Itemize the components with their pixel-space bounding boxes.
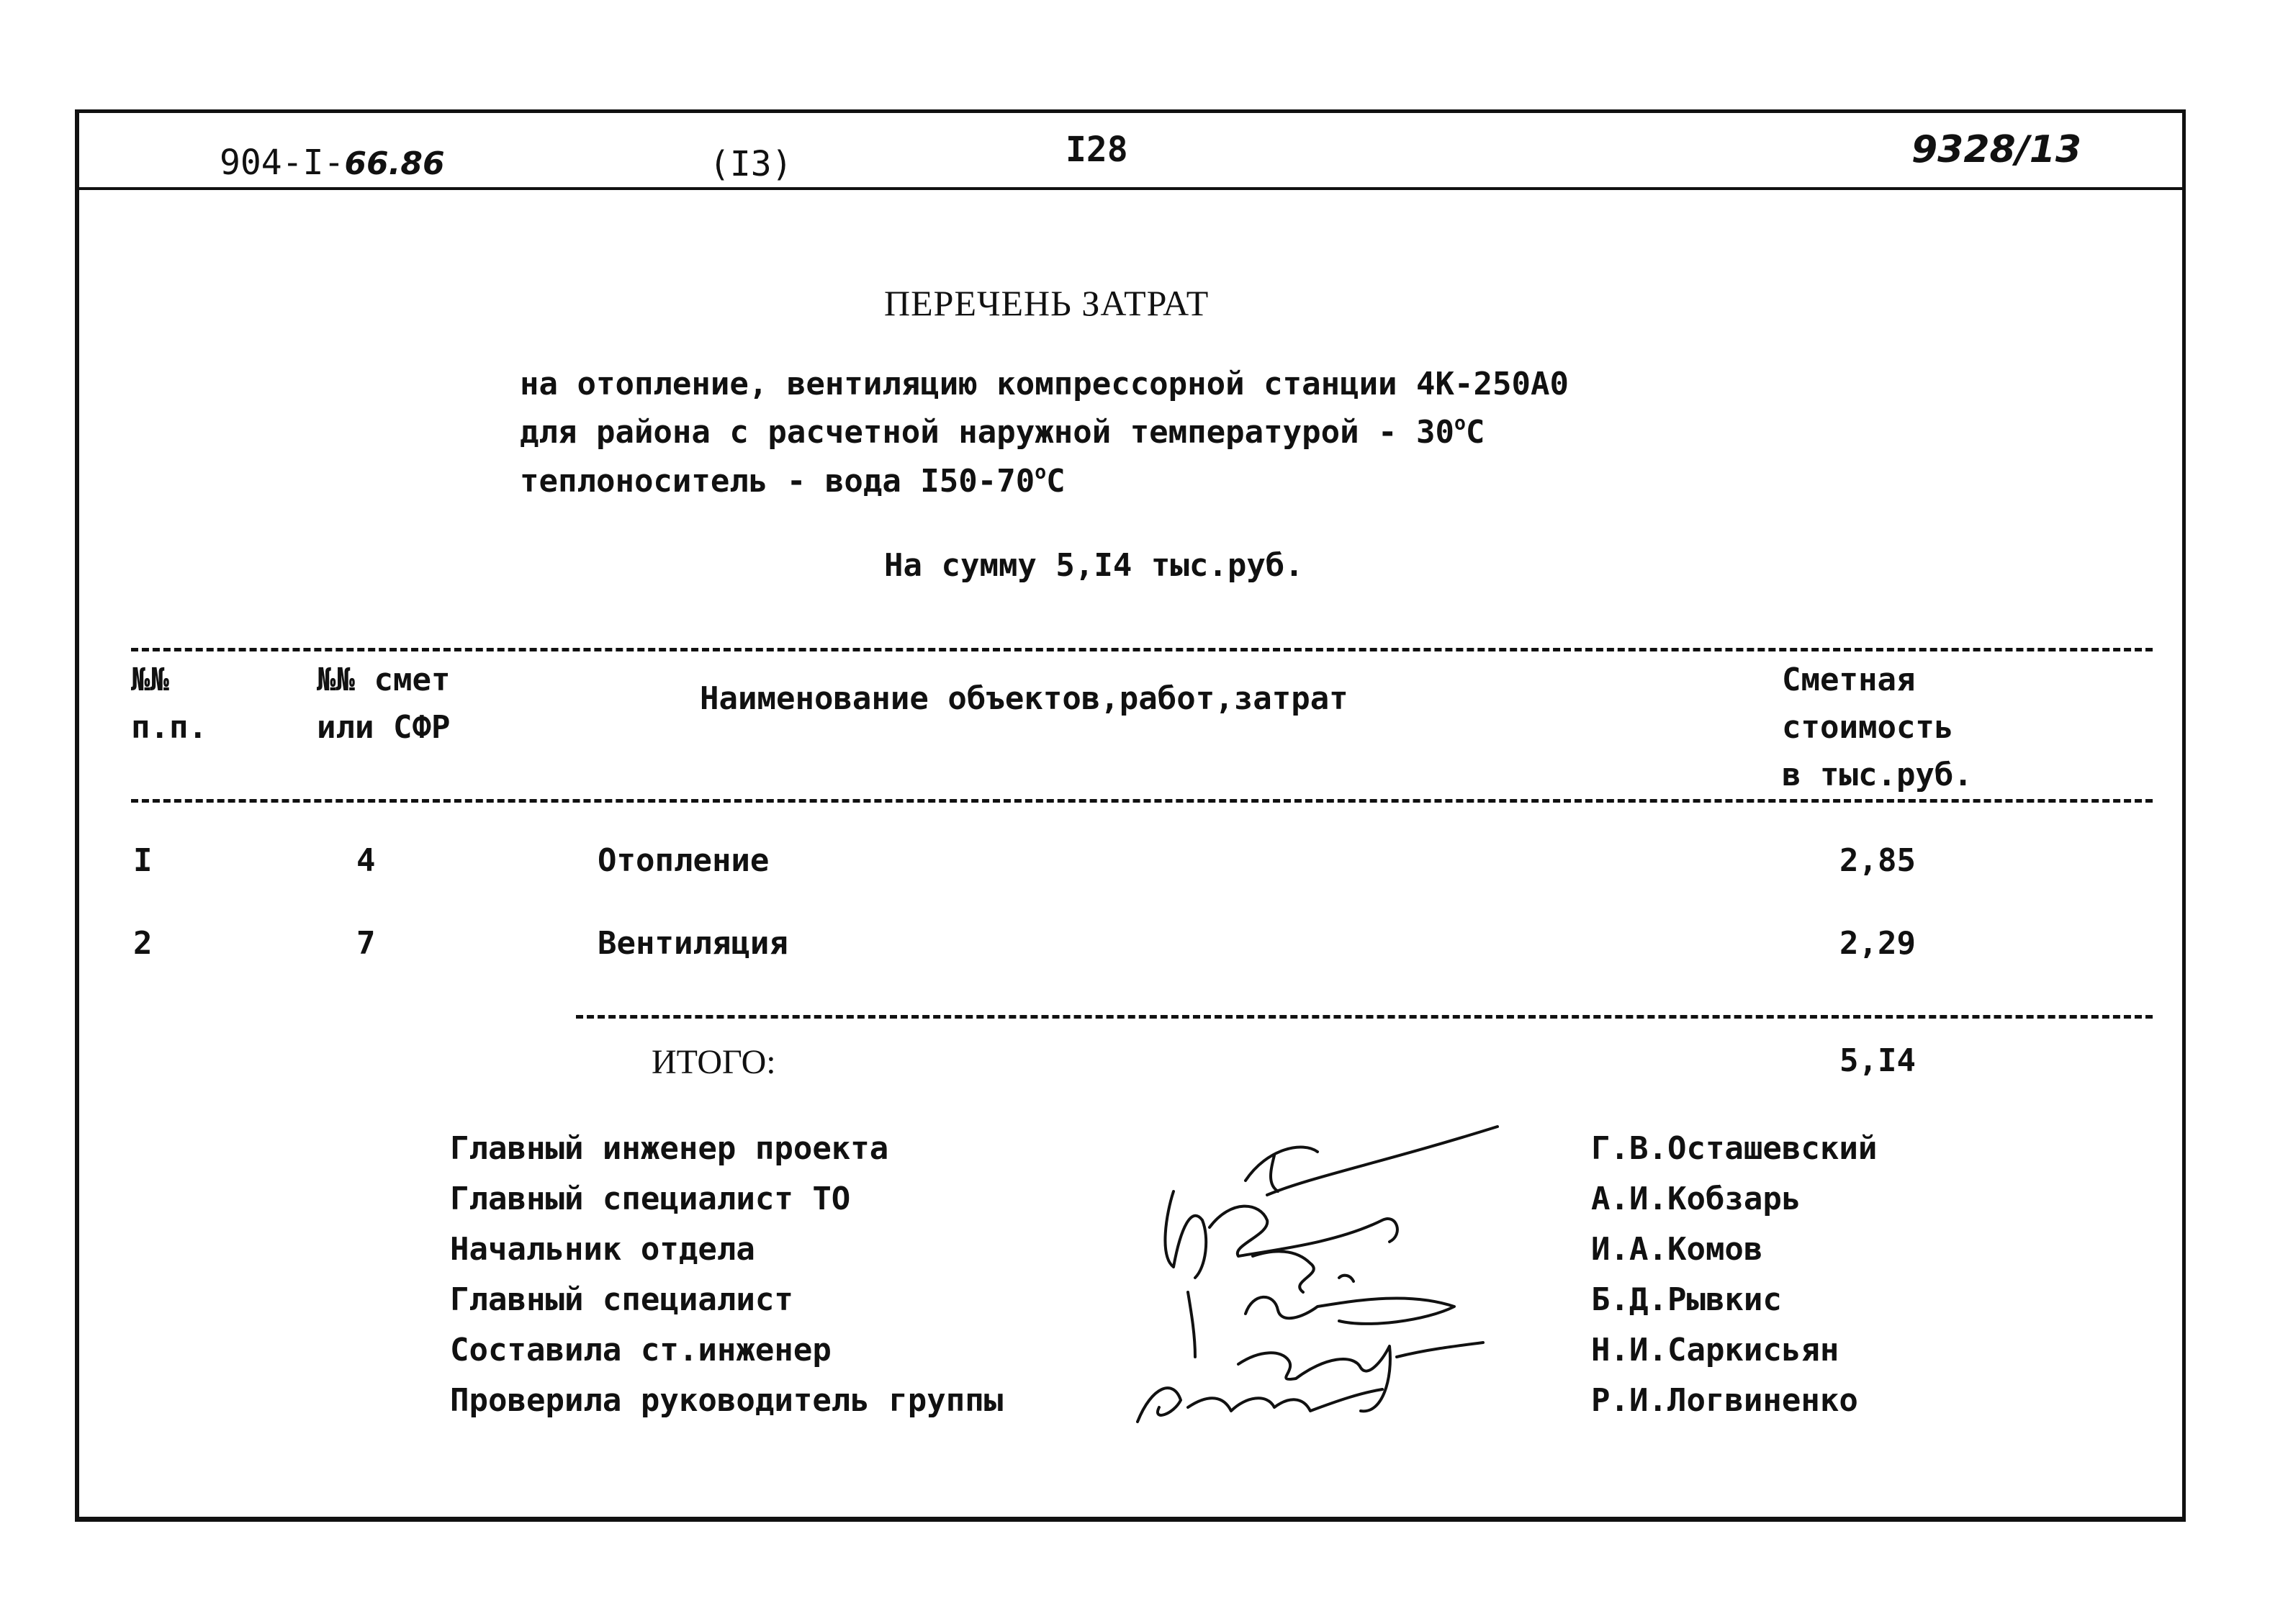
total-label: ИТОГО:: [652, 1043, 776, 1081]
page-number: I28: [1066, 130, 1128, 170]
total-value: 5,I4: [1839, 1042, 1916, 1079]
signatory-name-5: Н.И.Саркисьян: [1591, 1332, 1839, 1368]
subtitle-line-3: [520, 463, 1066, 500]
row-2-name: Вентиляция: [598, 925, 788, 962]
signatory-role-1: Главный инженер проекта: [450, 1130, 889, 1167]
header-name: Наименование объектов,работ,затрат: [700, 680, 1348, 717]
sheet-reference: 9328/13: [1911, 128, 2082, 171]
subtitle-line-1: на отопление, вентиляцию компрессорной станции 4К-250А0: [520, 366, 1569, 402]
page-title: ПЕРЕЧЕНЬ ЗАТРАТ: [884, 283, 1210, 323]
header-cost: Сметная стоимость в тыс.руб.: [1782, 662, 1973, 793]
subtitle-line-2-unit: С: [1465, 414, 1485, 451]
signatory-role-6: Проверила руководитель группы: [450, 1382, 1004, 1419]
doc-code-printed: 904-I-: [220, 143, 345, 183]
handwritten-signatures: [1123, 1112, 1526, 1429]
table-top-rule: [131, 648, 2153, 651]
signatory-name-4: Б.Д.Рывкис: [1591, 1281, 1782, 1318]
row-2-num: 2: [133, 925, 153, 962]
row-1-cost: 2,85: [1839, 842, 1916, 879]
table-header-rule: [131, 799, 2153, 803]
signatory-role-5: Составила ст.инженер: [450, 1332, 832, 1368]
signature-6: [1138, 1388, 1382, 1422]
row-2-cost: 2,29: [1839, 925, 1916, 962]
signatory-name-2: А.И.Кобзарь: [1591, 1181, 1801, 1217]
header-num: №№ п.п.: [131, 662, 207, 746]
signatory-role-2: Главный специалист ТО: [450, 1181, 851, 1217]
signature-4: [1246, 1297, 1454, 1324]
subtitle-line-3-unit: С: [1046, 463, 1066, 500]
row-1-name: Отопление: [598, 842, 770, 879]
signature-1: [1246, 1127, 1497, 1195]
row-1-estimate: 4: [356, 842, 376, 879]
signatory-role-4: Главный специалист: [450, 1281, 793, 1318]
signature-2: [1165, 1191, 1397, 1278]
subtitle-line-3-text: теплоноситель - вода I50-70: [520, 463, 1035, 500]
degree-mark: о: [1035, 461, 1047, 484]
header-estimate: №№ смет или СФР: [317, 662, 451, 746]
signatory-name-1: Г.В.Осташевский: [1591, 1130, 1878, 1167]
doc-code-handwritten: 66.86: [344, 145, 445, 182]
signatory-name-3: И.А.Комов: [1591, 1231, 1763, 1268]
signature-5: [1238, 1343, 1483, 1411]
degree-mark: о: [1454, 412, 1466, 435]
total-rule: [576, 1015, 2153, 1019]
subtitle-line-2-text: для района с расчетной наружной температурой - 30: [520, 414, 1455, 451]
signatory-name-6: Р.И.Логвиненко: [1591, 1382, 1858, 1419]
row-2-estimate: 7: [356, 925, 376, 962]
subtitle-line-2: [520, 414, 1485, 451]
doc-code: [220, 143, 445, 183]
row-1-num: I: [133, 842, 153, 879]
signatory-role-3: Начальник отдела: [450, 1231, 755, 1268]
header-divider: [79, 187, 2183, 190]
section-number: (I3): [709, 144, 793, 184]
total-sum-line: На сумму 5,I4 тыс.руб.: [884, 547, 1304, 584]
